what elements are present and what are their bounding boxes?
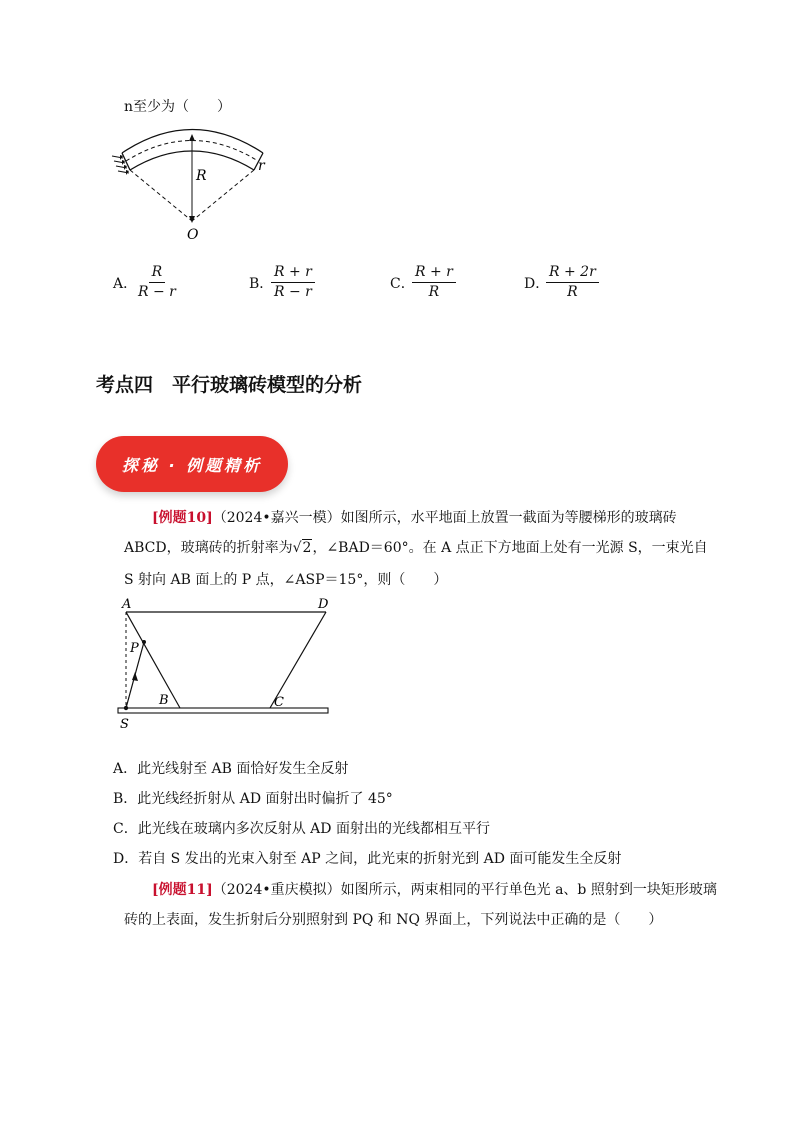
option-b-den: R − r bbox=[274, 284, 312, 300]
label-S: S bbox=[120, 717, 129, 732]
label-r: r bbox=[258, 158, 265, 174]
option-b-num: R + r bbox=[271, 264, 315, 283]
option-a-letter: A． bbox=[113, 276, 138, 292]
option-a-fraction bbox=[135, 264, 179, 301]
example10-choice-c: C．此光线在玻璃内多次反射从 AD 面射出的光线都相互平行 bbox=[113, 821, 490, 837]
example10-line3: S 射向 AB 面上的 P 点，∠ASP＝15°，则（ ） bbox=[124, 572, 448, 588]
option-d-num: R + 2r bbox=[546, 264, 599, 283]
example10-choice-a: A．此光线射至 AB 面恰好发生全反射 bbox=[113, 761, 349, 777]
curved-waveguide-figure bbox=[108, 118, 283, 243]
example10-choice-d: D．若自 S 发出的光束入射至 AP 之间，此光束的折射光到 AD 面可能发生全反射 bbox=[113, 851, 622, 867]
sqrt-sign: √ bbox=[292, 540, 302, 556]
section-title: 考点四 平行玻璃砖模型的分析 bbox=[96, 374, 363, 396]
example11-line1 bbox=[152, 880, 717, 900]
label-O: O bbox=[187, 227, 199, 243]
option-d-letter: D． bbox=[524, 276, 550, 292]
example10-tag: [例题10] bbox=[152, 510, 213, 526]
option-c-num: R + r bbox=[412, 264, 456, 283]
label-P: P bbox=[130, 641, 139, 656]
example10-line1-text: （2024•嘉兴一模）如图所示，水平地面上放置一截面为等腰梯形的玻璃砖 bbox=[212, 510, 677, 526]
label-B: B bbox=[159, 693, 169, 708]
example11-line1-text: （2024•重庆模拟）如图所示，两束相同的平行单色光 a、b 照射到一块矩形玻璃 bbox=[212, 882, 717, 898]
sqrt-value: 2 bbox=[302, 540, 312, 556]
option-c-letter: C． bbox=[390, 276, 415, 292]
label-R: R bbox=[196, 168, 207, 184]
option-b-fraction bbox=[271, 264, 315, 301]
example10-line2-post: ，∠BAD＝60°。在 A 点正下方地面上处有一光源 S，一束光自 bbox=[312, 540, 708, 556]
example11-line2: 砖的上表面，发生折射后分别照射到 PQ 和 NQ 界面上，下列说法中正确的是（ ） bbox=[124, 912, 663, 928]
question-tail: n至少为（ ） bbox=[124, 99, 232, 115]
example10-line2 bbox=[124, 538, 708, 558]
banner-text: 探秘 · 例题精析 bbox=[121, 455, 263, 475]
example10-line2-pre: ABCD，玻璃砖的折射率为 bbox=[124, 540, 293, 556]
option-b-letter: B． bbox=[249, 276, 274, 292]
label-D: D bbox=[318, 597, 329, 612]
label-A: A bbox=[122, 597, 132, 612]
trapezoid-prism-figure bbox=[112, 596, 342, 732]
example10-choice-b: B．此光线经折射从 AD 面射出时偏折了 45° bbox=[113, 791, 393, 807]
example10-line1 bbox=[152, 508, 677, 528]
explore-banner bbox=[96, 436, 288, 492]
label-C: C bbox=[274, 695, 284, 710]
example11-tag: [例题11] bbox=[152, 882, 213, 898]
option-a-num: R bbox=[149, 264, 166, 283]
option-c-den: R bbox=[428, 284, 440, 300]
option-c-fraction bbox=[412, 264, 456, 301]
option-d-fraction bbox=[546, 264, 599, 301]
option-a-den: R − r bbox=[138, 284, 176, 300]
option-d-den: R bbox=[567, 284, 578, 300]
